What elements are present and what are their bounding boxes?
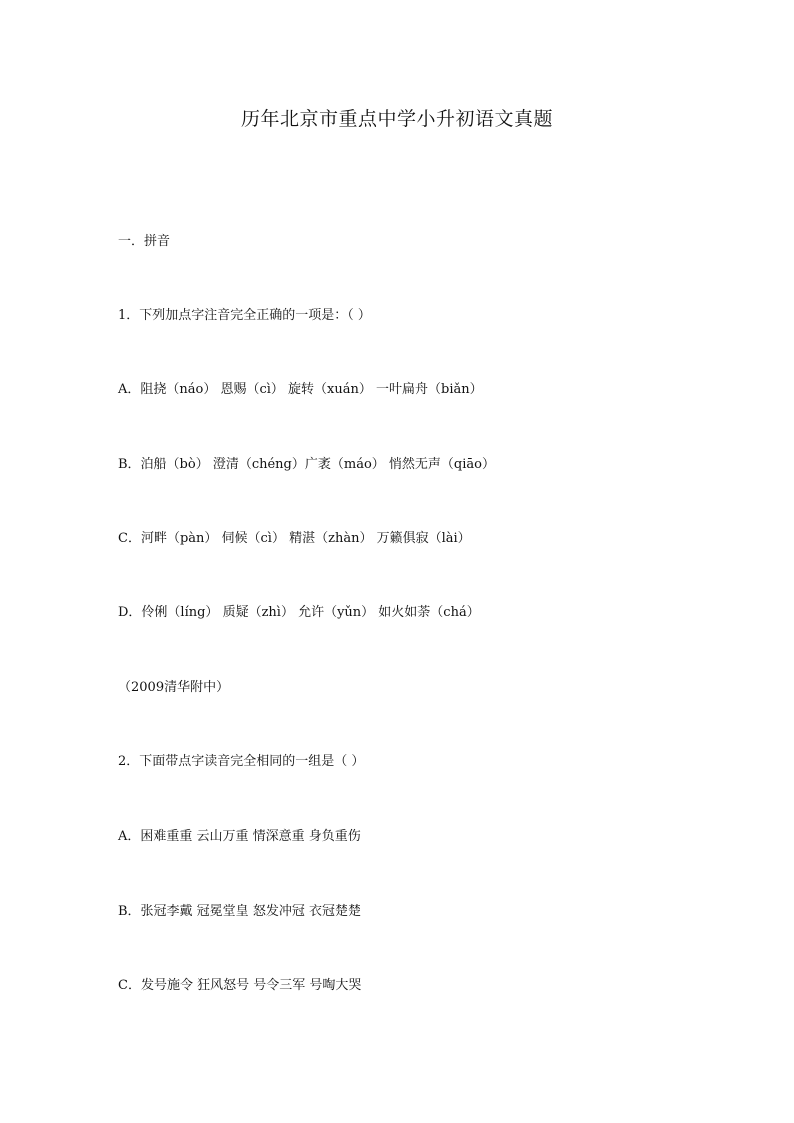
question-2-option-b: B．张冠李戴 冠冕堂皇 怒发冲冠 衣冠楚楚 — [118, 904, 361, 919]
question-1-option-d: D．伶俐（líng） 质疑（zhì） 允许（yǔn） 如火如荼（chá） — [118, 605, 480, 620]
question-1-option-c: C．河畔（pàn） 伺候（cì） 精湛（zhàn） 万籁俱寂（lài） — [118, 531, 471, 546]
question-1-source: （2009清华附中） — [118, 680, 230, 695]
question-1-option-b: B．泊船（bò） 澄清（chéng）广袤（máo） 悄然无声（qiāo） — [118, 457, 495, 472]
document-title: 历年北京市重点中学小升初语文真题 — [240, 108, 553, 130]
question-2-option-c: C．发号施令 狂风怒号 号令三军 号啕大哭 — [118, 978, 362, 993]
question-2-stem: 2．下面带点字读音完全相同的一组是（ ） — [118, 754, 365, 769]
question-1-stem: 1．下列加点字注音完全正确的一项是：（ ） — [118, 308, 371, 323]
question-1-option-a: A．阻挠（náo） 恩赐（cì） 旋转（xuán） 一叶扁舟（biǎn） — [118, 382, 483, 397]
section-heading-pinyin: 一．拼音 — [118, 234, 171, 249]
question-2-option-a: A．困难重重 云山万重 情深意重 身负重伤 — [118, 829, 361, 844]
